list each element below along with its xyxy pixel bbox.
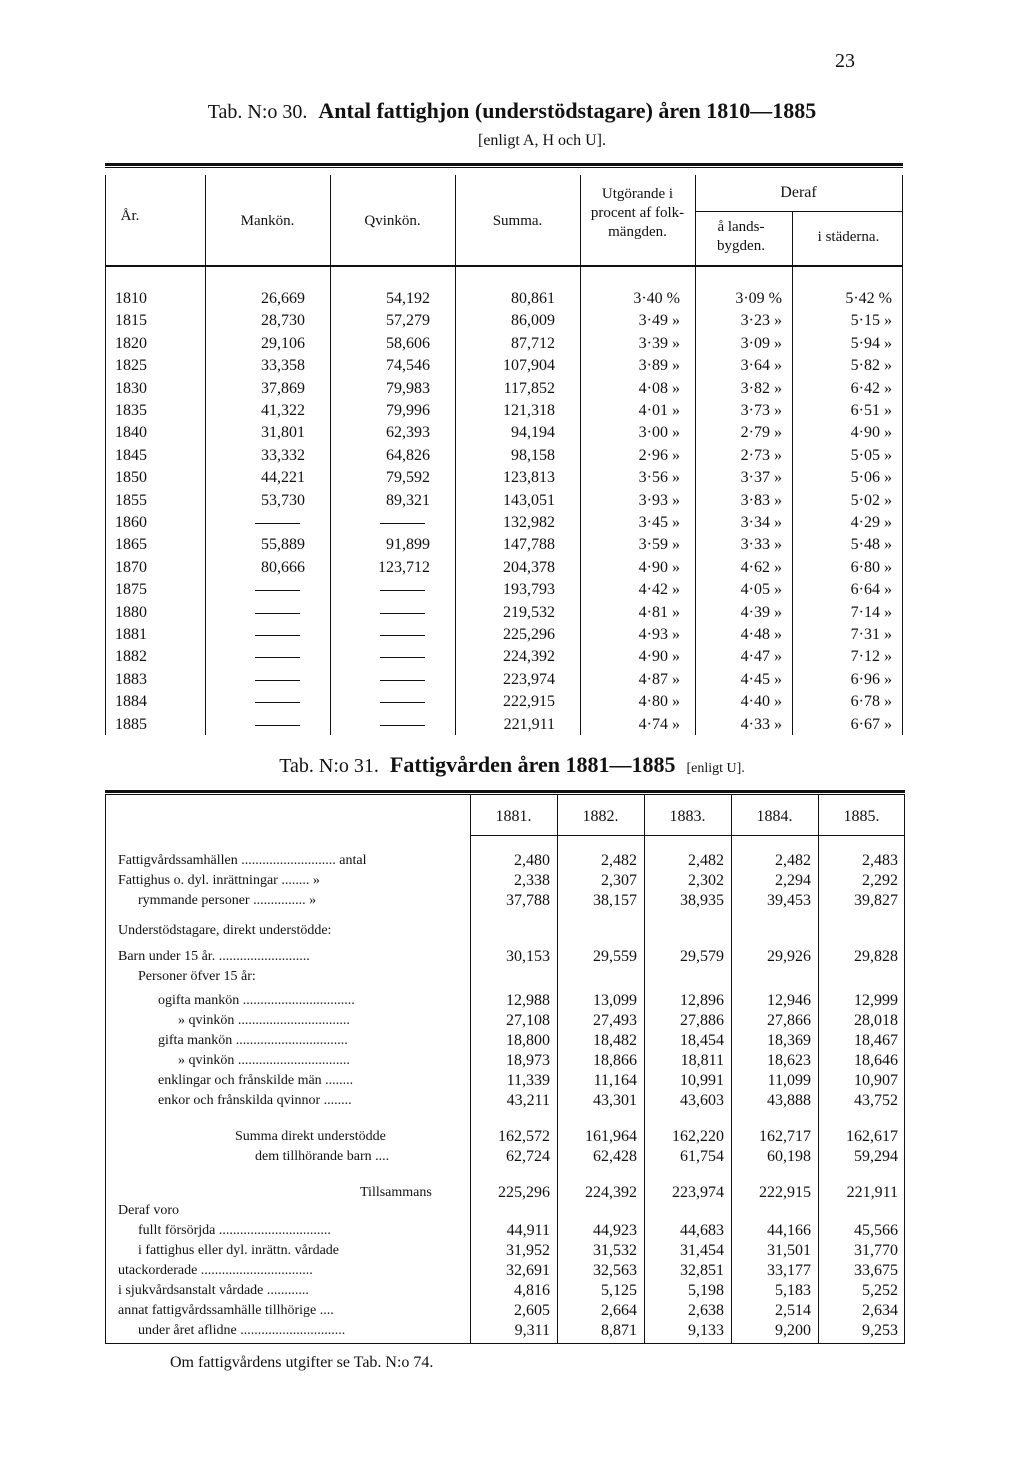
- tab31-cell: 5,183: [775, 1282, 811, 1299]
- tab31-cell: 2,664: [601, 1302, 637, 1319]
- tab31-cell: 221,911: [846, 1184, 898, 1201]
- tab31-row-label: utackorderade ................................: [118, 1263, 313, 1278]
- tab31-row-label: under året aflidne ..............................: [138, 1323, 346, 1338]
- tab31-cell: 43,752: [854, 1092, 898, 1109]
- tab30-cell-lands: 3·73 »: [740, 402, 782, 419]
- tab31-cell: 39,453: [767, 892, 811, 909]
- tab30-cell-ar: 1882: [115, 648, 147, 666]
- tab31-cell: 31,454: [680, 1242, 724, 1259]
- tab30-cell-qvinkon: 74,546: [386, 357, 430, 375]
- tab31-cell: 18,866: [593, 1052, 637, 1069]
- tab31-cell: 162,717: [759, 1128, 811, 1145]
- tab31-header-rule: [470, 835, 905, 836]
- header-summa: Summa.: [492, 213, 543, 229]
- tab30-cell-mankon: 41,322: [261, 402, 305, 419]
- tab31-cell: 45,566: [854, 1222, 898, 1239]
- tab30-cell-ar: 1870: [115, 558, 147, 576]
- tab30-cell-procent: 3·45 »: [638, 514, 680, 531]
- tab31-cell: 161,964: [585, 1128, 637, 1145]
- tab30-cell-stad: 7·14 »: [850, 603, 892, 621]
- tab30-cell-ar: 1840: [115, 424, 147, 442]
- tab31-cell: 2,483: [862, 852, 898, 869]
- tab30-vrule: [902, 175, 903, 735]
- tab31-cell: 4,816: [514, 1282, 550, 1299]
- tab30-cell-mankon: 53,730: [261, 491, 305, 509]
- tab31-cell: 162,220: [672, 1128, 724, 1145]
- tab30-cell-summa: 193,793: [503, 581, 555, 599]
- tab31-cell: 223,974: [672, 1184, 724, 1201]
- tab30-cell-procent: 4·08 »: [638, 379, 680, 397]
- tab30-cell-summa: 147,788: [503, 536, 555, 554]
- tab30-cell-mankon: 55,889: [261, 536, 305, 554]
- tab31-cell: 29,926: [767, 948, 811, 965]
- tab30-dash-qvinkon: [380, 657, 425, 658]
- tab30-cell-lands: 4·40 »: [740, 693, 782, 711]
- tab31-cell: 2,605: [514, 1302, 550, 1319]
- tab30-cell-procent: 4·90 »: [638, 558, 680, 576]
- tab30-cell-mankon: 31,801: [261, 424, 305, 442]
- tab30-dash-qvinkon: [380, 702, 425, 703]
- tab31-personer-heading: Personer öfver 15 år:: [138, 969, 256, 984]
- tab31-cell: 29,579: [680, 948, 724, 965]
- tab31-row-label: Barn under 15 år. ..........................: [118, 949, 310, 964]
- tab30-cell-qvinkon: 57,279: [386, 312, 430, 330]
- tab30-label: Tab. N:o 30.: [207, 101, 308, 123]
- tab31-cell: 9,253: [862, 1322, 898, 1339]
- tab31-cell: 27,886: [680, 1012, 724, 1029]
- tab31-top-rule-2: [105, 794, 905, 795]
- tab30-cell-summa: 107,904: [503, 357, 555, 375]
- tab30-vrule: [330, 175, 331, 735]
- tab30-top-rule-2: [105, 167, 903, 168]
- tab30-cell-lands: 2·73 »: [740, 446, 782, 464]
- tab30-cell-ar: 1880: [115, 603, 147, 621]
- tab30-cell-ar: 1885: [115, 715, 147, 733]
- tab30-cell-qvinkon: 54,192: [386, 290, 430, 307]
- tab31-cell: 9,311: [514, 1322, 550, 1339]
- tab30-cell-summa: 87,712: [511, 334, 555, 352]
- tab31-cell: 31,952: [506, 1242, 550, 1259]
- tab30-cell-procent: 3·59 »: [638, 536, 680, 554]
- tab31-section-heading: Understödstagare, direkt understödde:: [118, 923, 332, 938]
- tab31-year-header: 1885.: [843, 808, 880, 825]
- tab30-cell-ar: 1881: [115, 626, 147, 643]
- header-staderna: i städerna.: [817, 229, 880, 245]
- tab30-cell-stad: 6·78 »: [850, 693, 892, 711]
- tab30-cell-procent: 3·89 »: [638, 357, 680, 375]
- tab30-cell-procent: 3·93 »: [638, 491, 680, 509]
- tab30-dash-mankon: [255, 523, 300, 524]
- tab30-cell-summa: 132,982: [503, 514, 555, 531]
- tab31-row-label: Fattighus o. dyl. inrättningar ........ »: [118, 873, 320, 888]
- tab30-cell-stad: 5·02 »: [850, 491, 892, 509]
- tab31-row-label: gifta mankön ................................: [158, 1033, 348, 1048]
- tab31-cell: 12,896: [680, 992, 724, 1009]
- tab30-subtitle: [enligt A, H och U].: [478, 132, 606, 149]
- tab30-dash-mankon: [255, 657, 300, 658]
- tab30-cell-procent: 4·42 »: [638, 581, 680, 599]
- tab30-cell-qvinkon: 79,996: [386, 402, 430, 419]
- tab31-cell: 18,811: [680, 1052, 724, 1069]
- tab30-cell-lands: 4·33 »: [740, 715, 782, 733]
- tab30-cell-summa: 224,392: [503, 648, 555, 666]
- tab30-cell-lands: 3·83 »: [740, 491, 782, 509]
- tab30-cell-mankon: 29,106: [261, 334, 305, 352]
- tab31-cell: 13,099: [593, 992, 637, 1009]
- tab30-cell-stad: 6·42 »: [850, 379, 892, 397]
- tab30-cell-ar: 1830: [115, 379, 147, 397]
- tab30-cell-summa: 98,158: [511, 446, 555, 464]
- tab31-cell: 8,871: [601, 1322, 637, 1339]
- tab30-dash-mankon: [255, 702, 300, 703]
- tab30-cell-summa: 123,813: [503, 469, 555, 487]
- tab31-cell: 18,467: [854, 1032, 898, 1049]
- tab31-row-label: Tillsammans: [360, 1185, 432, 1200]
- tab31-cell: 43,301: [593, 1092, 637, 1109]
- tab30-cell-ar: 1865: [115, 536, 147, 554]
- tab30-cell-procent: 4·81 »: [638, 603, 680, 621]
- tab30-cell-stad: 7·31 »: [850, 626, 892, 643]
- tab30-cell-ar: 1875: [115, 581, 147, 599]
- tab30-cell-summa: 143,051: [503, 491, 555, 509]
- tab30-dash-qvinkon: [380, 523, 425, 524]
- header-ar: År.: [120, 208, 140, 224]
- tab31-cell: 44,923: [593, 1222, 637, 1239]
- tab31-cell: 5,252: [862, 1282, 898, 1299]
- tab31-year-header: 1883.: [669, 808, 706, 825]
- tab31-row-label: » qvinkön ................................: [178, 1013, 350, 1028]
- tab31-cell: 43,211: [506, 1092, 550, 1109]
- tab30-cell-procent: 4·90 »: [638, 648, 680, 666]
- tab31-cell: 2,292: [862, 872, 898, 889]
- tab31-cell: 2,480: [514, 852, 550, 869]
- tab30-cell-summa: 219,532: [503, 603, 555, 621]
- tab31-row-label: enkor och frånskilda qvinnor ........: [158, 1093, 352, 1108]
- tab30-cell-stad: 6·51 »: [850, 402, 892, 419]
- tab30-cell-ar: 1850: [115, 469, 147, 487]
- tab31-cell: 31,501: [767, 1242, 811, 1259]
- tab31-cell: 12,946: [767, 992, 811, 1009]
- tab31-cell: 12,988: [506, 992, 550, 1009]
- tab31-cell: 32,691: [506, 1262, 550, 1279]
- tab31-bottom-rule: [105, 1343, 905, 1344]
- tab31-cell: 27,493: [593, 1012, 637, 1029]
- tab31-cell: 9,200: [775, 1322, 811, 1339]
- tab30-cell-lands: 4·62 »: [740, 558, 782, 576]
- tab30-cell-procent: 3·49 »: [638, 312, 680, 330]
- tab30-vrule: [792, 211, 793, 735]
- tab30-cell-procent: 4·87 »: [638, 670, 680, 688]
- tab31-cell: 44,683: [680, 1222, 724, 1239]
- tab30-vrule: [580, 175, 581, 735]
- tab31-cell: 33,177: [767, 1262, 811, 1279]
- tab30-cell-procent: 3·40 %: [633, 290, 680, 307]
- tab30-cell-ar: 1860: [115, 514, 147, 531]
- tab31-cell: 29,828: [854, 948, 898, 965]
- tab31-cell: 32,563: [593, 1262, 637, 1279]
- tab30-cell-lands: 3·09 »: [740, 334, 782, 352]
- tab31-cell: 43,888: [767, 1092, 811, 1109]
- tab30-cell-qvinkon: 79,983: [386, 379, 430, 397]
- tab30-cell-stad: 5·48 »: [850, 536, 892, 554]
- header-deraf: Deraf: [780, 184, 817, 201]
- tab30-cell-summa: 80,861: [511, 290, 555, 307]
- tab30-cell-procent: 4·80 »: [638, 693, 680, 711]
- tab31-row-label: annat fattigvårdssamhälle tillhörige ....: [118, 1303, 334, 1318]
- tab31-cell: 18,646: [854, 1052, 898, 1069]
- tab31-cell: 59,294: [854, 1148, 898, 1165]
- tab30-cell-lands: 4·48 »: [740, 626, 782, 643]
- tab31-cell: 39,827: [854, 892, 898, 909]
- tab30-cell-procent: 4·93 »: [638, 626, 680, 643]
- tab31-cell: 30,153: [506, 948, 550, 965]
- tab30-cell-qvinkon: 64,826: [386, 446, 430, 464]
- tab31-row-label: Summa direkt understödde: [235, 1129, 386, 1144]
- tab30-top-rule: [105, 163, 903, 166]
- tab30-dash-mankon: [255, 635, 300, 636]
- tab30-cell-summa: 223,974: [503, 670, 555, 688]
- tab30-dash-qvinkon: [380, 635, 425, 636]
- tab31-cell: 11,164: [593, 1072, 637, 1089]
- tab30-cell-procent: 3·00 »: [638, 424, 680, 442]
- tab30-cell-ar: 1845: [115, 446, 147, 464]
- tab31-row-label: Fattigvårdssamhällen ........................... antal: [118, 853, 367, 868]
- tab31-cell: 10,907: [854, 1072, 898, 1089]
- header-landsbygden: å lands-bygden.: [717, 219, 765, 254]
- tab31-cell: 38,935: [680, 892, 724, 909]
- tab30-vrule: [105, 175, 106, 735]
- tab30-cell-ar: 1810: [115, 290, 147, 307]
- tab30-dash-mankon: [255, 590, 300, 591]
- tab30-cell-summa: 221,911: [503, 715, 555, 733]
- tab31-year-header: 1884.: [756, 808, 793, 825]
- tab30-cell-summa: 117,852: [503, 379, 555, 397]
- footnote: Om fattigvårdens utgifter se Tab. N:o 74.: [170, 1354, 434, 1371]
- tab31-cell: 2,338: [514, 872, 550, 889]
- tab30-cell-qvinkon: 91,899: [386, 536, 430, 554]
- tab30-cell-lands: 4·05 »: [740, 581, 782, 599]
- tab30-dash-mankon: [255, 725, 300, 726]
- tab31-cell: 2,294: [775, 872, 811, 889]
- tab30-vrule: [205, 175, 206, 735]
- tab30-cell-summa: 121,318: [503, 402, 555, 419]
- tab30-dash-mankon: [255, 613, 300, 614]
- tab30-cell-summa: 204,378: [503, 558, 555, 576]
- tab31-cell: 10,991: [680, 1072, 724, 1089]
- tab31-cell: 60,198: [767, 1148, 811, 1165]
- tab30-cell-summa: 86,009: [511, 312, 555, 330]
- tab31-row-label: dem tillhörande barn ....: [255, 1149, 390, 1164]
- tab31-vrule: [105, 795, 106, 1343]
- tab30-cell-ar: 1835: [115, 402, 147, 419]
- tab30-cell-stad: 4·29 »: [850, 514, 892, 531]
- tab30-dash-mankon: [255, 680, 300, 681]
- tab31-heading: [0, 752, 1024, 778]
- tab31-cell: 2,482: [688, 852, 724, 869]
- tab30-cell-summa: 94,194: [511, 424, 555, 442]
- tab31-cell: 27,866: [767, 1012, 811, 1029]
- tab30-cell-stad: 4·90 »: [850, 424, 892, 442]
- tab30-cell-lands: 4·39 »: [740, 603, 782, 621]
- tab30-cell-stad: 6·96 »: [850, 670, 892, 688]
- tab31-cell: 2,302: [688, 872, 724, 889]
- tab31-cell: 5,198: [688, 1282, 724, 1299]
- tab31-cell: 11,339: [506, 1072, 550, 1089]
- tab31-cell: 44,166: [767, 1222, 811, 1239]
- tab31-cell: 18,973: [506, 1052, 550, 1069]
- tab31-cell: 18,369: [767, 1032, 811, 1049]
- tab30-cell-ar: 1883: [115, 670, 147, 688]
- tab31-cell: 33,675: [854, 1262, 898, 1279]
- tab31-cell: 62,724: [506, 1148, 550, 1165]
- tab31-cell: 9,133: [688, 1322, 724, 1339]
- tab31-cell: 62,428: [593, 1148, 637, 1165]
- tab31-cell: 162,572: [498, 1128, 550, 1145]
- tab30-cell-ar: 1855: [115, 491, 147, 509]
- tab31-year-header: 1881.: [495, 808, 532, 825]
- tab30-cell-lands: 3·37 »: [740, 469, 782, 487]
- tab31-row-label: fullt försörjda ................................: [138, 1223, 331, 1238]
- tab31-cell: 18,454: [680, 1032, 724, 1049]
- tab30-cell-stad: 5·94 »: [850, 334, 892, 352]
- tab30-cell-summa: 222,915: [503, 693, 555, 711]
- tab30-cell-procent: 4·74 »: [638, 715, 680, 733]
- tab30-cell-qvinkon: 62,393: [386, 424, 430, 442]
- tab30-cell-qvinkon: 79,592: [386, 469, 430, 487]
- tab31-cell: 18,800: [506, 1032, 550, 1049]
- tab31-cell: 31,532: [593, 1242, 637, 1259]
- tab31-cell: 32,851: [680, 1262, 724, 1279]
- tab30-cell-ar: 1815: [115, 312, 147, 330]
- tab30-dash-qvinkon: [380, 725, 425, 726]
- tab30-cell-stad: 6·67 »: [850, 715, 892, 733]
- tab30-cell-stad: 5·82 »: [850, 357, 892, 375]
- page-number: 23: [835, 50, 855, 72]
- tab30-cell-stad: 5·15 »: [850, 312, 892, 330]
- tab30-cell-mankon: 44,221: [261, 469, 305, 487]
- tab30-cell-lands: 3·64 »: [740, 357, 782, 375]
- tab30-header-rule: [105, 265, 903, 267]
- tab30-cell-stad: 6·80 »: [850, 558, 892, 576]
- tab31-deraf-heading: Deraf voro: [118, 1203, 180, 1218]
- tab30-deraf-rule: [695, 211, 903, 212]
- header-mankon: Mankön.: [240, 213, 295, 229]
- tab31-cell: 11,099: [767, 1072, 811, 1089]
- tab30-cell-stad: 7·12 »: [850, 648, 892, 666]
- tab31-row-label: i fattighus eller dyl. inrättn. vårdade: [138, 1243, 339, 1258]
- header-qvinkon: Qvinkön.: [364, 213, 421, 229]
- tab30-cell-lands: 3·82 »: [740, 379, 782, 397]
- tab30-cell-stad: 6·64 »: [850, 581, 892, 599]
- tab30-cell-mankon: 33,358: [261, 357, 305, 375]
- tab31-cell: 43,603: [680, 1092, 724, 1109]
- tab31-cell: 2,482: [601, 852, 637, 869]
- header-utgorande: Utgörande i procent af folk-mängden.: [590, 186, 685, 240]
- tab30-title: Antal fattighjon (understödstagare) åren 1810—1885: [318, 98, 817, 123]
- tab30-cell-mankon: 80,666: [261, 558, 305, 576]
- tab30-cell-mankon: 26,669: [261, 290, 305, 307]
- tab31-cell: 2,634: [862, 1302, 898, 1319]
- tab30-vrule: [455, 175, 456, 735]
- tab31-cell: 31,770: [854, 1242, 898, 1259]
- tab30-cell-stad: 5·42 %: [845, 290, 892, 307]
- tab31-cell: 2,482: [775, 852, 811, 869]
- tab30-cell-procent: 3·39 »: [638, 334, 680, 352]
- tab31-cell: 61,754: [680, 1148, 724, 1165]
- tab31-year-header: 1882.: [582, 808, 619, 825]
- tab31-cell: 18,623: [767, 1052, 811, 1069]
- tab30-cell-procent: 4·01 »: [638, 402, 680, 419]
- tab30-cell-qvinkon: 89,321: [386, 491, 430, 509]
- tab31-cell: 5,125: [601, 1282, 637, 1299]
- tab31-cell: 38,157: [593, 892, 637, 909]
- tab31-title: Fattigvården åren 1881—1885: [389, 752, 676, 777]
- tab31-row-label: i sjukvårdsanstalt vårdade ............: [118, 1283, 309, 1298]
- tab31-cell: 18,482: [593, 1032, 637, 1049]
- tab30-vrule: [695, 175, 696, 735]
- tab30-cell-procent: 2·96 »: [638, 446, 680, 464]
- tab31-row-label: rymmande personer ............... »: [138, 893, 317, 908]
- tab30-cell-qvinkon: 58,606: [386, 334, 430, 352]
- tab30-cell-stad: 5·05 »: [850, 446, 892, 464]
- tab31-cell: 12,999: [854, 992, 898, 1009]
- tab30-cell-ar: 1820: [115, 334, 147, 352]
- tab31-subtitle: [enligt U].: [686, 761, 745, 776]
- tab30-cell-lands: 4·47 »: [740, 648, 782, 666]
- tab30-cell-mankon: 37,869: [261, 379, 305, 397]
- tab30-cell-lands: 3·23 »: [740, 312, 782, 330]
- tab31-label: Tab. N:o 31.: [279, 755, 379, 777]
- tab31-cell: 225,296: [498, 1184, 550, 1201]
- tab30-cell-lands: 2·79 »: [740, 424, 782, 442]
- tab30-heading: [0, 98, 1024, 124]
- tab31-cell: 224,392: [585, 1184, 637, 1201]
- tab30-cell-ar: 1825: [115, 357, 147, 375]
- tab31-cell: 2,514: [775, 1302, 811, 1319]
- tab31-cell: 37,788: [506, 892, 550, 909]
- tab30-cell-mankon: 33,332: [261, 446, 305, 464]
- tab30-cell-lands: 3·33 »: [740, 536, 782, 554]
- tab31-cell: 27,108: [506, 1012, 550, 1029]
- tab31-cell: 222,915: [759, 1184, 811, 1201]
- tab31-cell: 2,307: [601, 872, 637, 889]
- tab30-dash-qvinkon: [380, 613, 425, 614]
- tab31-cell: 162,617: [846, 1128, 898, 1145]
- tab31-cell: 29,559: [593, 948, 637, 965]
- tab31-row-label: enklingar och frånskilde män ........: [158, 1073, 354, 1088]
- tab30-cell-lands: 3·34 »: [740, 514, 782, 531]
- tab30-cell-mankon: 28,730: [261, 312, 305, 330]
- tab31-row-label: ogifta mankön ................................: [158, 993, 355, 1008]
- tab30-cell-qvinkon: 123,712: [378, 558, 430, 576]
- tab30-cell-summa: 225,296: [503, 626, 555, 643]
- tab30-cell-lands: 4·45 »: [740, 670, 782, 688]
- tab30-dash-qvinkon: [380, 680, 425, 681]
- tab31-row-label: » qvinkön ................................: [178, 1053, 350, 1068]
- tab30-cell-stad: 5·06 »: [850, 469, 892, 487]
- tab31-cell: 44,911: [506, 1222, 550, 1239]
- tab30-cell-lands: 3·09 %: [735, 290, 782, 307]
- tab30-cell-procent: 3·56 »: [638, 469, 680, 487]
- tab31-top-rule: [105, 790, 905, 793]
- tab30-dash-qvinkon: [380, 590, 425, 591]
- tab31-cell: 2,638: [688, 1302, 724, 1319]
- tab31-vrule: [904, 795, 905, 1343]
- tab31-cell: 28,018: [854, 1012, 898, 1029]
- tab30-cell-ar: 1884: [115, 693, 147, 711]
